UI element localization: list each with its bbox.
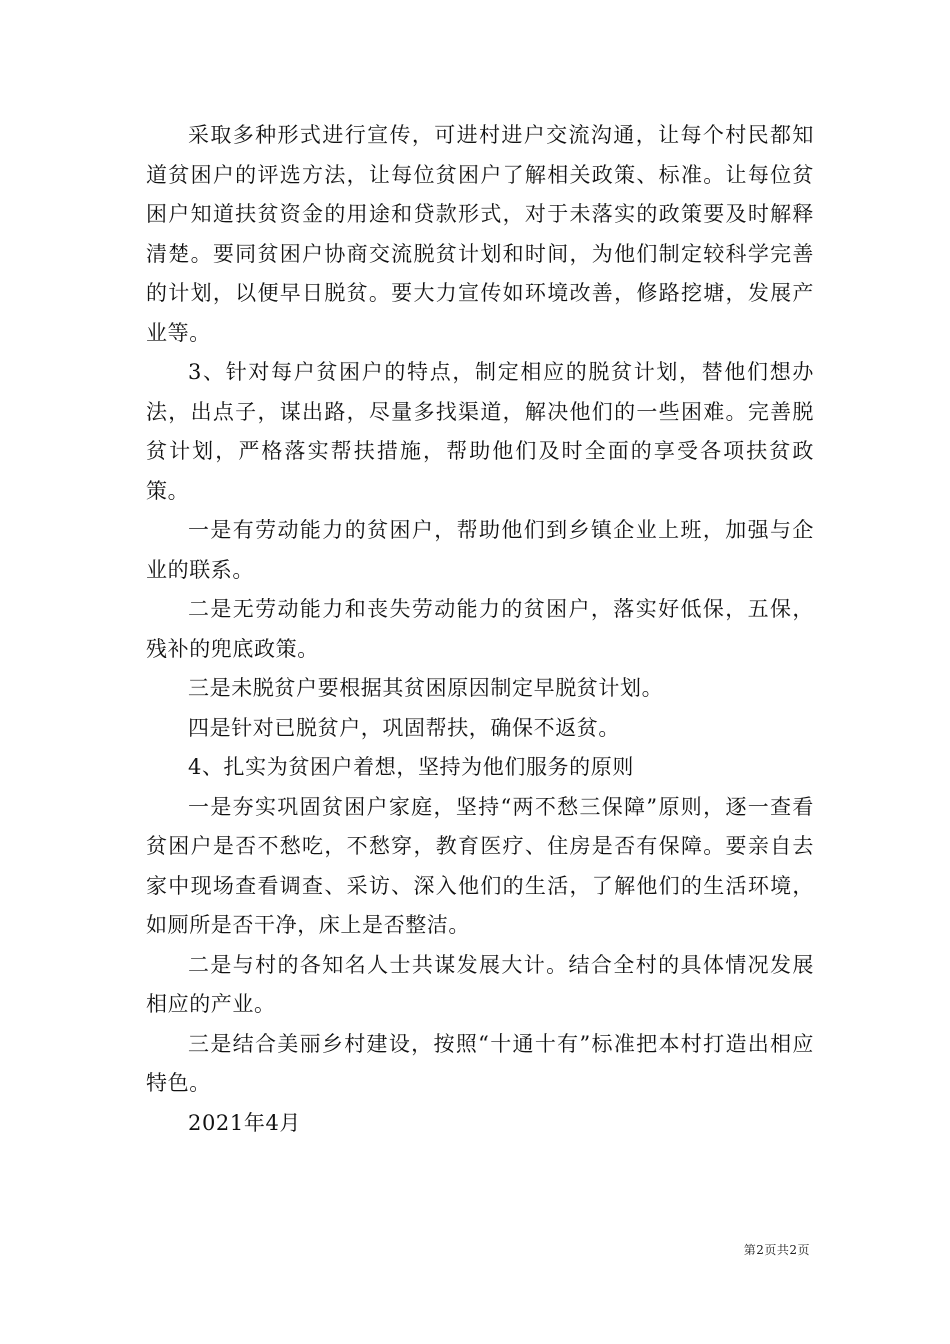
paragraph-development: 二是与村的各知名人士共谋发展大计。结合全村的具体情况发展相应的产业。 xyxy=(146,952,814,1016)
paragraph-item-4: 4、扎实为贫困户着想，坚持为他们服务的原则 xyxy=(188,755,634,779)
paragraph-labor-capable: 一是有劳动能力的贫困户，帮助他们到乡镇企业上班，加强与企业的联系。 xyxy=(146,518,814,582)
paragraph-publicity: 采取多种形式进行宣传，可进村进户交流沟通，让每个村民都知道贫困户的评选方法，让每位贫困户了解相关政策、标准。让每位贫困户知道扶贫资金的用途和贷款形式，对于未落实的政策要及时解释清楚。要同贫困户协商交流脱贫计划和时间，为他们制定较科学完善的计划，以便早日脱贫。要大力宣传如环境改善，修路挖塘，发展产业等。 xyxy=(146,123,814,345)
paragraph-beautiful-village: 三是结合美丽乡村建设，按照“十通十有”标准把本村打造出相应特色。 xyxy=(146,1031,814,1095)
page-number-footer: 第2页共2页 xyxy=(743,1243,810,1257)
document-body xyxy=(146,116,814,1143)
document-date: 2021年4月 xyxy=(188,1110,302,1135)
paragraph-item-3: 3、针对每户贫困户的特点，制定相应的脱贫计划，替他们想办法，出点子，谋出路，尽量多找渠道，解决他们的一些困难。完善脱贫计划，严格落实帮扶措施，帮助他们及时全面的享受各项扶贫政策。 xyxy=(146,360,814,503)
paragraph-two-no-worries: 一是夯实巩固贫困户家庭，坚持“两不愁三保障”原则，逐一查看贫困户是否不愁吃，不愁穿，教育医疗、住房是否有保障。要亲自去家中现场查看调查、采访、深入他们的生活，了解他们的生活环境，如厕所是否干净，床上是否整洁。 xyxy=(146,794,814,937)
paragraph-labor-incapable: 二是无劳动能力和丧失劳动能力的贫困户，落实好低保，五保，残补的兜底政策。 xyxy=(146,597,814,661)
paragraph-lifted: 四是针对已脱贫户，巩固帮扶，确保不返贫。 xyxy=(188,715,620,740)
paragraph-not-lifted: 三是未脱贫户要根据其贫困原因制定早脱贫计划。 xyxy=(188,676,664,700)
